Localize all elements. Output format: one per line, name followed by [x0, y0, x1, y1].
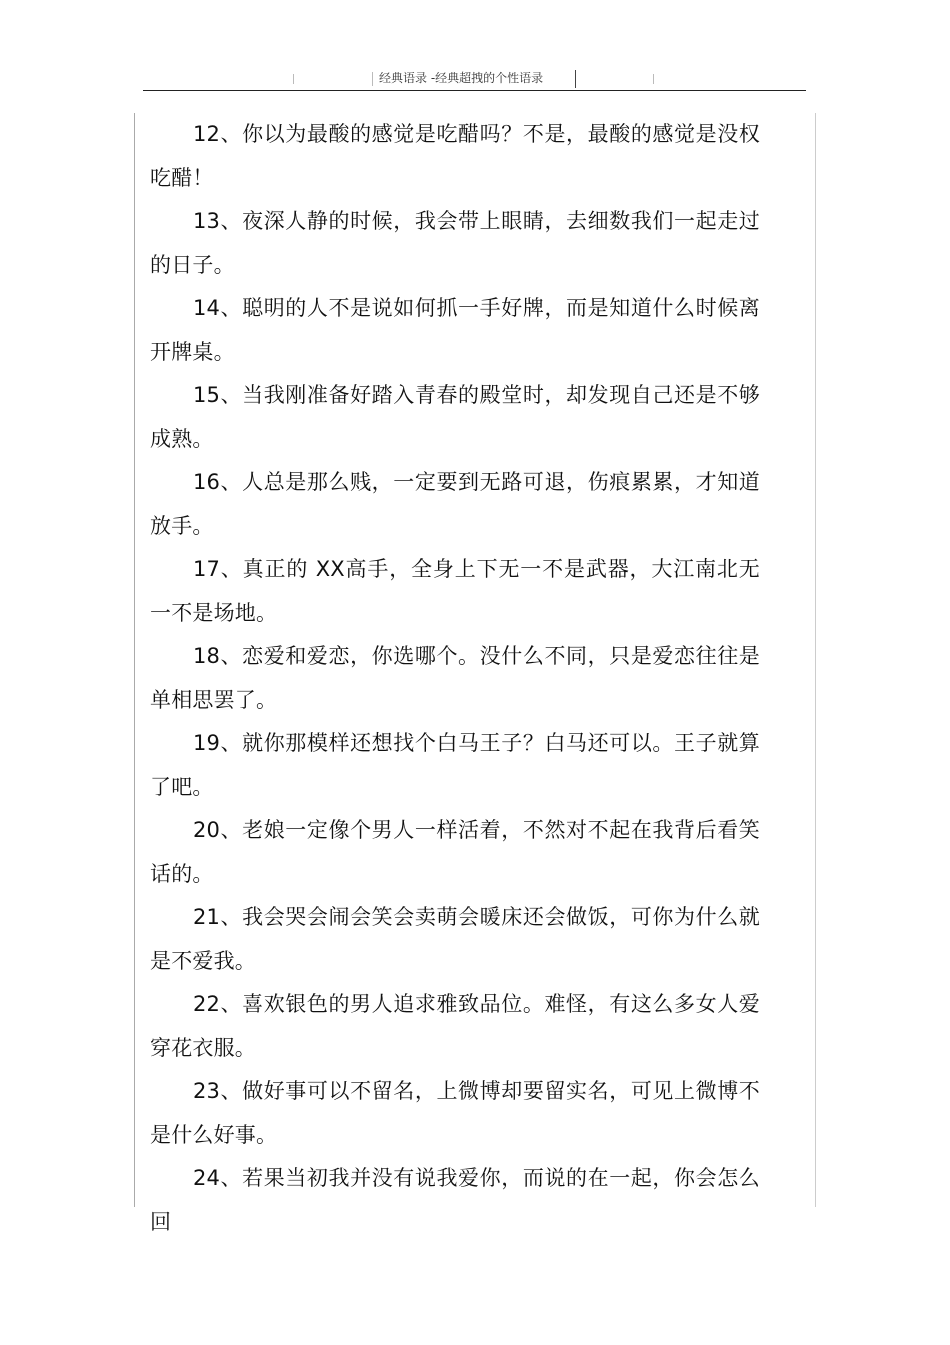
quote-item-22: 22、喜欢银色的男人追求雅致品位。难怪，有这么多女人爱穿花衣服。 [150, 992, 760, 1060]
quote-item-18: 18、恋爱和爱恋，你选哪个。没什么不同，只是爱恋往往是单相思罢了。 [150, 644, 760, 712]
quote-list [150, 113, 760, 1244]
quote-item-14: 14、聪明的人不是说如何抓一手好牌，而是知道什么时候离开牌桌。 [150, 296, 760, 364]
quote-item-24: 24、若果当初我并没有说我爱你，而说的在一起，你会怎么回 [150, 1166, 760, 1234]
page-frame-left [134, 113, 135, 1207]
quote-item-16: 16、人总是那么贱，一定要到无路可退，伤痕累累，才知道放手。 [150, 470, 760, 538]
header-tick-right [653, 74, 654, 84]
page-frame-right [815, 113, 816, 1207]
header-tick-mid-right [575, 70, 576, 88]
page-header [0, 0, 950, 92]
header-tick-left [293, 74, 294, 84]
header-tick-mid-left [372, 72, 373, 86]
quote-item-13: 13、夜深人静的时候，我会带上眼睛，去细数我们一起走过的日子。 [150, 209, 760, 277]
header-title: 经典语录 -经典超拽的个性语录 [379, 71, 544, 85]
quote-item-21: 21、我会哭会闹会笑会卖萌会暖床还会做饭，可你为什么就是不爱我。 [150, 905, 760, 973]
quote-item-17: 17、真正的 XX高手，全身上下无一不是武器，大江南北无一不是场地。 [150, 557, 760, 625]
quote-item-12: 12、你以为最酸的感觉是吃醋吗？不是，最酸的感觉是没权吃醋！ [150, 122, 760, 190]
header-rule [143, 90, 806, 91]
quote-item-20: 20、老娘一定像个男人一样活着，不然对不起在我背后看笑话的。 [150, 818, 760, 886]
quote-item-23: 23、做好事可以不留名，上微博却要留实名，可见上微博不是什么好事。 [150, 1079, 760, 1147]
quote-item-19: 19、就你那模样还想找个白马王子？白马还可以。王子就算了吧。 [150, 731, 760, 799]
quote-item-15: 15、当我刚准备好踏入青春的殿堂时，却发现自己还是不够成熟。 [150, 383, 760, 451]
